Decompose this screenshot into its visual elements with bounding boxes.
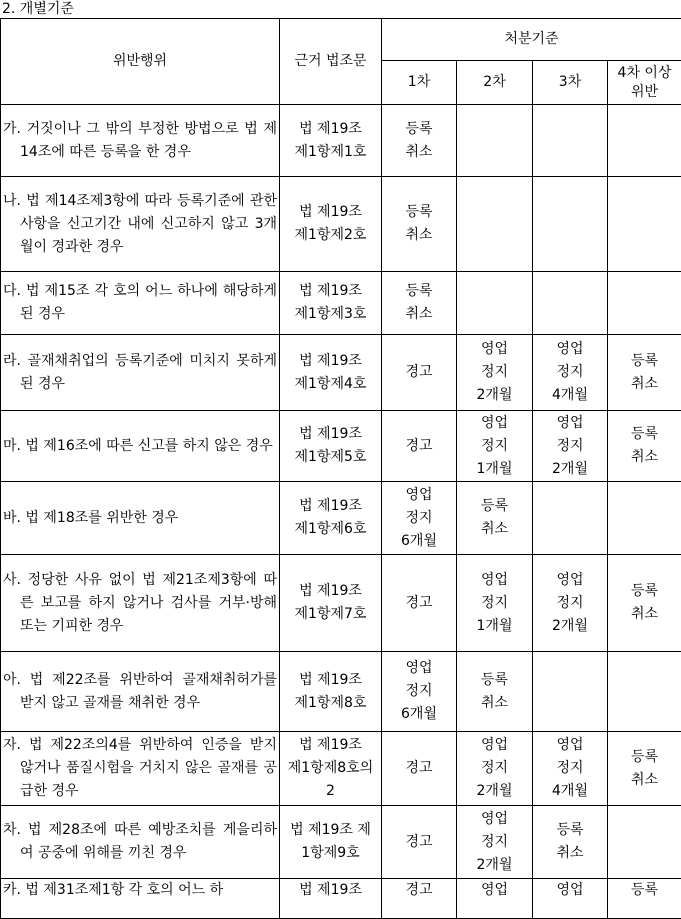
table-row xyxy=(1,806,681,879)
penalty-cell-4 xyxy=(608,652,681,732)
basis-line: 제1항제2호 xyxy=(280,224,381,247)
violation-cell xyxy=(1,105,280,177)
penalty-text: 경고 xyxy=(382,592,456,615)
violation-cell xyxy=(1,652,280,732)
penalty-cell-3 xyxy=(533,482,608,555)
basis-cell xyxy=(280,482,382,555)
penalty-text: 경고 xyxy=(382,435,456,458)
penalty-text: 영업 xyxy=(457,879,532,902)
basis-cell xyxy=(280,732,382,806)
penalty-text: 영업 xyxy=(457,569,532,592)
penalty-cell-1 xyxy=(382,105,457,177)
penalty-text: 정지 xyxy=(533,361,607,384)
basis-line: 제1항제5호 xyxy=(280,446,381,469)
violation-cell xyxy=(1,806,280,879)
table-row xyxy=(1,482,681,555)
violation-cell xyxy=(1,411,280,482)
penalty-cell-2 xyxy=(457,879,533,919)
penalty-cell-1 xyxy=(382,555,457,652)
penalty-text: 2개월 xyxy=(457,384,532,407)
penalty-text: 4개월 xyxy=(533,384,607,407)
penalty-cell-1 xyxy=(382,879,457,919)
violation-text: 사. 정당한 사유 없이 법 제21조제3항에 따른 보고를 하지 않거나 검사를 거부·방해 또는 기피한 경우 xyxy=(3,569,277,638)
penalty-cell-4 xyxy=(608,555,681,652)
violation-cell xyxy=(1,555,280,652)
basis-cell xyxy=(280,105,382,177)
penalty-cell-4 xyxy=(608,335,681,411)
violation-text: 카. 법 제31조제1항 각 호의 어느 하 xyxy=(3,879,277,902)
penalty-text: 2개월 xyxy=(457,854,532,877)
table-row xyxy=(1,105,681,177)
penalty-cell-2 xyxy=(457,177,533,272)
penalty-text: 등록 xyxy=(382,280,456,303)
penalty-text: 경고 xyxy=(382,361,456,384)
penalty-cell-1 xyxy=(382,652,457,732)
penalty-text: 등록 xyxy=(382,201,456,224)
basis-cell xyxy=(280,555,382,652)
penalty-cell-3 xyxy=(533,335,608,411)
penalty-text: 1개월 xyxy=(457,615,532,638)
penalty-cell-1 xyxy=(382,732,457,806)
penalty-cell-2 xyxy=(457,105,533,177)
violation-text: 차. 법 제28조에 따른 예방조치를 게을리하여 공중에 위해를 끼친 경우 xyxy=(3,819,277,865)
penalty-text: 등록 xyxy=(382,118,456,141)
basis-line: 법 제19조 제 xyxy=(280,819,381,842)
violation-text: 아. 법 제22조를 위반하여 골재채취허가를 받지 않고 골재를 채취한 경우 xyxy=(3,669,277,715)
penalty-cell-4 xyxy=(608,177,681,272)
basis-cell xyxy=(280,411,382,482)
basis-cell xyxy=(280,335,382,411)
penalty-text: 정지 xyxy=(382,507,456,530)
penalty-text: 취소 xyxy=(608,603,681,626)
basis-line: 법 제19조 xyxy=(280,423,381,446)
penalty-text: 등록 xyxy=(533,819,607,842)
basis-line: 제1항제6호 xyxy=(280,518,381,541)
penalty-text: 6개월 xyxy=(382,530,456,553)
penalty-cell-4 xyxy=(608,105,681,177)
header-violation: 위반행위 xyxy=(1,19,280,105)
penalty-text: 등록 xyxy=(608,580,681,603)
basis-line: 법 제19조 xyxy=(280,201,381,224)
penalty-text: 영업 xyxy=(457,412,532,435)
penalty-text: 영업 xyxy=(457,734,532,757)
basis-line: 제1항제1호 xyxy=(280,141,381,164)
penalty-text: 정지 xyxy=(457,361,532,384)
penalty-text: 등록 xyxy=(608,350,681,373)
violation-cell xyxy=(1,272,280,335)
penalty-text: 2개월 xyxy=(457,780,532,803)
penalty-cell-3 xyxy=(533,555,608,652)
section-title: 2. 개별기준 xyxy=(2,0,74,18)
penalty-text: 경고 xyxy=(382,879,456,902)
violation-cell xyxy=(1,335,280,411)
penalty-text: 1개월 xyxy=(457,458,532,481)
header-fourth xyxy=(608,61,681,105)
penalty-cell-1 xyxy=(382,335,457,411)
penalty-cell-3 xyxy=(533,732,608,806)
table-row xyxy=(1,652,681,732)
penalty-cell-1 xyxy=(382,272,457,335)
penalty-text: 영업 xyxy=(533,879,607,902)
basis-line: 법 제19조 xyxy=(280,118,381,141)
penalty-cell-2 xyxy=(457,335,533,411)
penalty-text: 영업 xyxy=(533,734,607,757)
penalty-cell-1 xyxy=(382,482,457,555)
penalty-cell-3 xyxy=(533,411,608,482)
basis-cell xyxy=(280,806,382,879)
penalty-cell-4 xyxy=(608,411,681,482)
penalty-text: 취소 xyxy=(457,518,532,541)
violation-text: 자. 법 제22조의4를 위반하여 인증을 받지 않거나 품질시험을 거치지 않은 골재를 공급한 경우 xyxy=(3,734,277,803)
penalty-text: 정지 xyxy=(457,435,532,458)
penalty-cell-3 xyxy=(533,177,608,272)
basis-line: 제1항제4호 xyxy=(280,373,381,396)
violation-text: 나. 법 제14조제3항에 따라 등록기준에 관한 사항을 신고기간 내에 신고하지 않고 3개월이 경과한 경우 xyxy=(3,190,277,259)
basis-line: 법 제19조 xyxy=(280,280,381,303)
violation-cell xyxy=(1,879,280,919)
penalty-text: 등록 xyxy=(608,746,681,769)
penalty-cell-4 xyxy=(608,806,681,879)
penalty-text: 취소 xyxy=(608,446,681,469)
penalty-text: 취소 xyxy=(382,224,456,247)
basis-line: 제1항제7호 xyxy=(280,603,381,626)
penalty-text: 영업 xyxy=(533,412,607,435)
violation-text: 다. 법 제15조 각 호의 어느 하나에 해당하게 된 경우 xyxy=(3,280,277,326)
violation-text: 라. 골재채취업의 등록기준에 미치지 못하게 된 경우 xyxy=(3,350,277,396)
table-row xyxy=(1,411,681,482)
penalty-cell-2 xyxy=(457,732,533,806)
penalty-cell-4 xyxy=(608,272,681,335)
penalty-text: 경고 xyxy=(382,831,456,854)
penalty-text: 취소 xyxy=(608,373,681,396)
penalty-text: 정지 xyxy=(457,831,532,854)
violation-cell xyxy=(1,177,280,272)
penalty-text: 4개월 xyxy=(533,780,607,803)
penalty-text: 영업 xyxy=(382,657,456,680)
basis-cell xyxy=(280,652,382,732)
penalty-cell-2 xyxy=(457,411,533,482)
penalty-text: 정지 xyxy=(382,680,456,703)
penalty-text: 취소 xyxy=(608,769,681,792)
basis-line: 2 xyxy=(280,780,381,803)
violation-cell xyxy=(1,482,280,555)
basis-line: 법 제19조 xyxy=(280,580,381,603)
basis-line: 법 제19조 xyxy=(280,495,381,518)
penalty-cell-4 xyxy=(608,879,681,919)
header-fourth-line2: 위반 xyxy=(608,83,681,102)
penalty-text: 경고 xyxy=(382,757,456,780)
penalty-cell-1 xyxy=(382,411,457,482)
basis-cell xyxy=(280,177,382,272)
basis-line: 법 제19조 xyxy=(280,669,381,692)
penalty-text: 2개월 xyxy=(533,458,607,481)
penalty-text: 정지 xyxy=(457,592,532,615)
penalty-text: 정지 xyxy=(533,757,607,780)
penalty-cell-2 xyxy=(457,652,533,732)
basis-line: 법 제19조 xyxy=(280,879,381,902)
penalty-text: 정지 xyxy=(457,757,532,780)
violation-text: 마. 법 제16조에 따른 신고를 하지 않은 경우 xyxy=(3,435,277,458)
header-fourth-line1: 4차 이상 xyxy=(608,64,681,83)
penalty-text: 2개월 xyxy=(533,615,607,638)
table-row xyxy=(1,879,681,919)
penalty-cell-3 xyxy=(533,879,608,919)
table-row xyxy=(1,272,681,335)
penalty-text: 취소 xyxy=(382,303,456,326)
penalty-text: 영업 xyxy=(457,338,532,361)
header-criteria: 처분기준 xyxy=(382,19,681,61)
penalty-cell-3 xyxy=(533,806,608,879)
penalty-text: 등록 xyxy=(608,423,681,446)
basis-line: 제1항제8호 xyxy=(280,692,381,715)
penalty-text: 취소 xyxy=(457,692,532,715)
table-row xyxy=(1,177,681,272)
basis-cell xyxy=(280,272,382,335)
penalty-cell-4 xyxy=(608,482,681,555)
header-first: 1차 xyxy=(382,61,457,105)
basis-line: 1항제9호 xyxy=(280,842,381,865)
table-row xyxy=(1,555,681,652)
violation-cell xyxy=(1,732,280,806)
penalty-cell-2 xyxy=(457,806,533,879)
table-row xyxy=(1,732,681,806)
penalty-text: 취소 xyxy=(382,141,456,164)
penalty-cell-4 xyxy=(608,732,681,806)
header-second: 2차 xyxy=(457,61,533,105)
penalty-text: 영업 xyxy=(533,338,607,361)
penalty-text: 등록 xyxy=(608,879,681,902)
penalty-text: 영업 xyxy=(382,484,456,507)
penalty-cell-3 xyxy=(533,272,608,335)
penalty-text: 정지 xyxy=(533,435,607,458)
header-third: 3차 xyxy=(533,61,608,105)
penalty-text: 등록 xyxy=(457,669,532,692)
penalty-cell-3 xyxy=(533,652,608,732)
table-row xyxy=(1,335,681,411)
penalty-cell-3 xyxy=(533,105,608,177)
penalty-text: 영업 xyxy=(457,808,532,831)
penalty-text: 6개월 xyxy=(382,703,456,726)
violation-text: 가. 거짓이나 그 밖의 부정한 방법으로 법 제14조에 따른 등록을 한 경우 xyxy=(3,118,277,164)
penalty-cell-1 xyxy=(382,177,457,272)
penalty-cell-2 xyxy=(457,555,533,652)
basis-line: 법 제19조 xyxy=(280,734,381,757)
penalty-text: 등록 xyxy=(457,495,532,518)
penalty-cell-2 xyxy=(457,482,533,555)
penalty-text: 영업 xyxy=(533,569,607,592)
penalty-text: 취소 xyxy=(533,842,607,865)
penalty-cell-1 xyxy=(382,806,457,879)
penalty-cell-2 xyxy=(457,272,533,335)
penalty-text: 정지 xyxy=(533,592,607,615)
violation-text: 바. 법 제18조를 위반한 경우 xyxy=(3,507,277,530)
basis-cell xyxy=(280,879,382,919)
header-basis: 근거 법조문 xyxy=(280,19,382,105)
penalty-table xyxy=(0,18,681,919)
basis-line: 법 제19조 xyxy=(280,350,381,373)
basis-line: 제1항제3호 xyxy=(280,303,381,326)
basis-line: 제1항제8호의 xyxy=(280,757,381,780)
